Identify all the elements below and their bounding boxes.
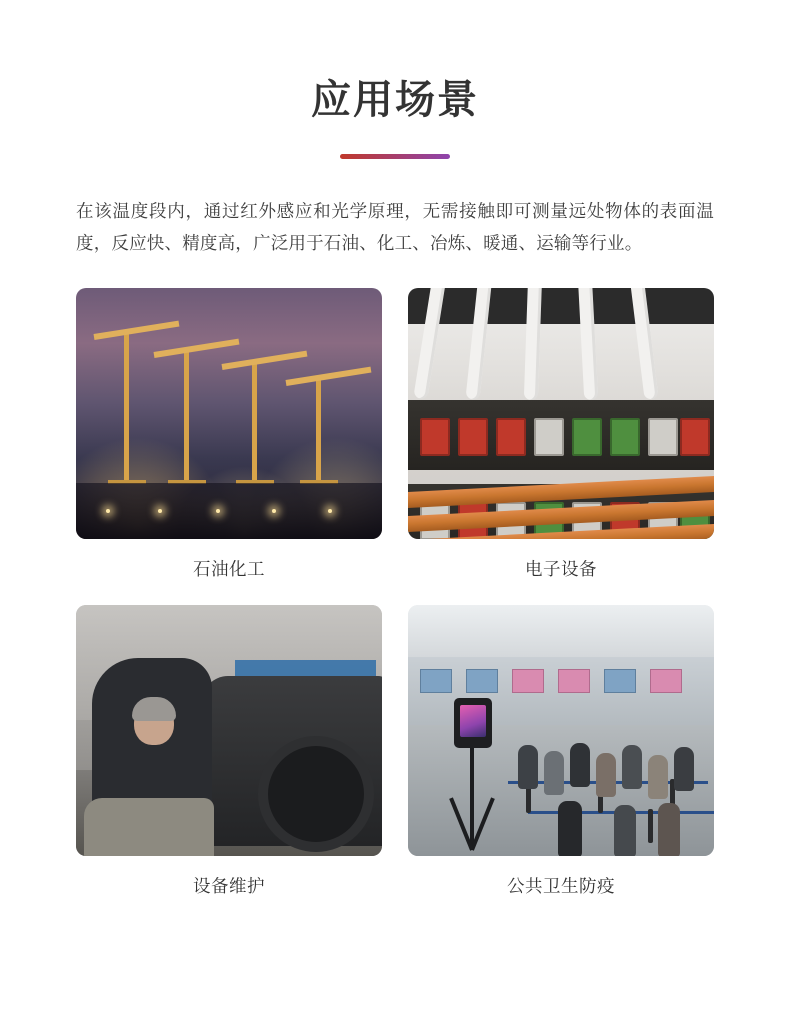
counter-sign (604, 669, 636, 693)
counter-sign (420, 669, 452, 693)
crane-shape (252, 364, 257, 484)
thermal-camera-device (454, 698, 492, 748)
counter-sign (558, 669, 590, 693)
counter-sign (512, 669, 544, 693)
public-health-screening-photo (408, 605, 714, 856)
panel-port (534, 418, 564, 456)
patch-panel-illustration (408, 288, 714, 539)
airport-terminal-illustration (408, 605, 714, 856)
panel-port (572, 418, 602, 456)
person-silhouette (518, 745, 538, 789)
dock-light (328, 509, 332, 513)
panel-port (648, 418, 678, 456)
scene-caption: 公共卫生防疫 (507, 875, 615, 896)
title-divider-wrapper (76, 154, 714, 159)
equipment-maintenance-photo (76, 605, 382, 856)
scene-card (408, 605, 714, 898)
counter-sign (466, 669, 498, 693)
person-silhouette (658, 803, 680, 856)
person-silhouette (648, 755, 668, 799)
person-silhouette (570, 743, 590, 787)
scene-caption: 设备维护 (193, 875, 265, 896)
mechanic-illustration (76, 605, 382, 856)
dock-light (216, 509, 220, 513)
rack-top-bar (408, 288, 714, 324)
person-silhouette (614, 805, 636, 856)
title-divider (340, 154, 450, 159)
panel-port (680, 418, 710, 456)
scene-grid (76, 288, 714, 898)
scene-card (408, 288, 714, 581)
scene-caption: 石油化工 (193, 558, 265, 579)
barrier-post (648, 809, 653, 843)
electronic-equipment-photo (408, 288, 714, 539)
terminal-ceiling (408, 605, 714, 659)
scene-caption: 电子设备 (525, 558, 597, 579)
motorcycle-wheel (258, 736, 374, 852)
page-description: 在该温度段内，通过红外感应和光学原理，无需接触即可测量远处物体的表面温度，反应快、精度高，广泛用于石油、化工、冶炼、暖通、运输等行业。 (76, 201, 714, 254)
dock-light (158, 509, 162, 513)
person-silhouette (596, 753, 616, 797)
person-silhouette (544, 751, 564, 795)
crane-shape (316, 380, 321, 484)
counter-sign (650, 669, 682, 693)
crane-shape (184, 352, 189, 484)
mechanic-pants (84, 798, 214, 856)
page-title: 应用场景 (311, 78, 479, 122)
crane-shape (124, 334, 129, 484)
scene-card (76, 288, 382, 581)
thermal-camera-tripod (470, 740, 474, 850)
panel-port (610, 418, 640, 456)
thermal-camera-screen (460, 705, 486, 737)
dock-light (272, 509, 276, 513)
scene-card (76, 605, 382, 898)
cable-shape (524, 288, 542, 400)
port-cranes-illustration (76, 288, 382, 539)
panel-port (458, 418, 488, 456)
person-silhouette (622, 745, 642, 789)
person-silhouette (674, 747, 694, 791)
petrochemical-port-photo (76, 288, 382, 539)
person-silhouette (558, 801, 582, 856)
dock-light (106, 509, 110, 513)
patch-panel-row (408, 400, 714, 470)
panel-port (496, 418, 526, 456)
port-ground (76, 483, 382, 539)
panel-port (420, 418, 450, 456)
